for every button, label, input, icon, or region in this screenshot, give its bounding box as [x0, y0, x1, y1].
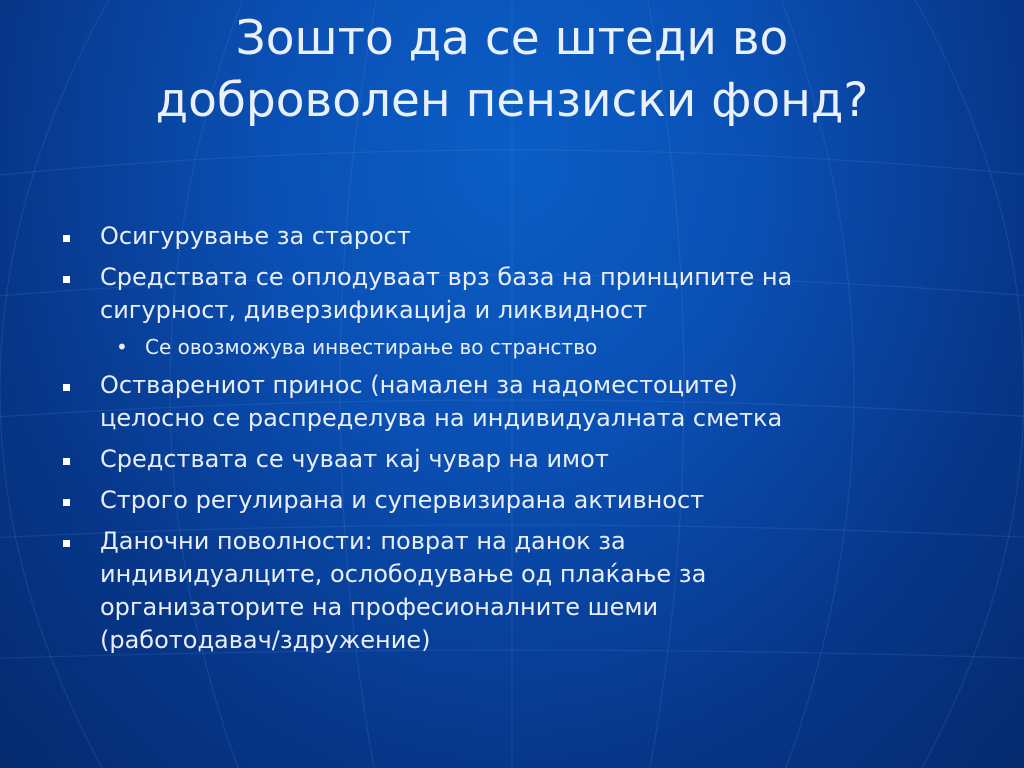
square-bullet-icon: [63, 499, 70, 506]
bullet-text: индивидуалците, ослободување од плаќање за: [100, 560, 707, 588]
bullet-text: Остварениот принос (намален за надоместоците): [100, 371, 738, 399]
bullet-item: [60, 525, 960, 657]
bullet-item: [60, 220, 960, 253]
bullet-item: [60, 369, 960, 435]
slide-title: [60, 8, 964, 132]
square-bullet-icon: [63, 458, 70, 465]
bullet-text: Осигурување за старост: [100, 222, 411, 250]
bullet-text: целосно се распределува на индивидуалната сметка: [100, 404, 783, 432]
square-bullet-icon: [63, 384, 70, 391]
title-line: доброволен пензиски фонд?: [155, 73, 869, 128]
sub-bullet-text: Се овозможува инвестирање во странство: [145, 335, 598, 359]
square-bullet-icon: [63, 540, 70, 547]
sub-bullet-item: [60, 333, 960, 361]
dot-bullet-icon: •: [116, 335, 128, 359]
bullet-text: Средствата се оплодуваат врз база на принципите на: [100, 263, 793, 291]
title-line: Зошто да се штеди во: [235, 11, 789, 66]
bullet-text: Даночни поволности: поврат на данок за: [100, 527, 626, 555]
bullet-text: Строго регулирана и супервизирана активност: [100, 486, 705, 514]
bullet-text: организаторите на професионалните шеми: [100, 593, 659, 621]
bullet-item: [60, 484, 960, 517]
bullet-item: [60, 261, 960, 327]
bullet-text: Средствата се чуваат кај чувар на имот: [100, 445, 609, 473]
square-bullet-icon: [63, 235, 70, 242]
bullet-text: (работодавач/здружение): [100, 626, 431, 654]
bullet-text: сигурност, диверзификација и ликвидност: [100, 296, 648, 324]
square-bullet-icon: [63, 276, 70, 283]
bullet-list: [60, 220, 960, 665]
bullet-item: [60, 443, 960, 476]
